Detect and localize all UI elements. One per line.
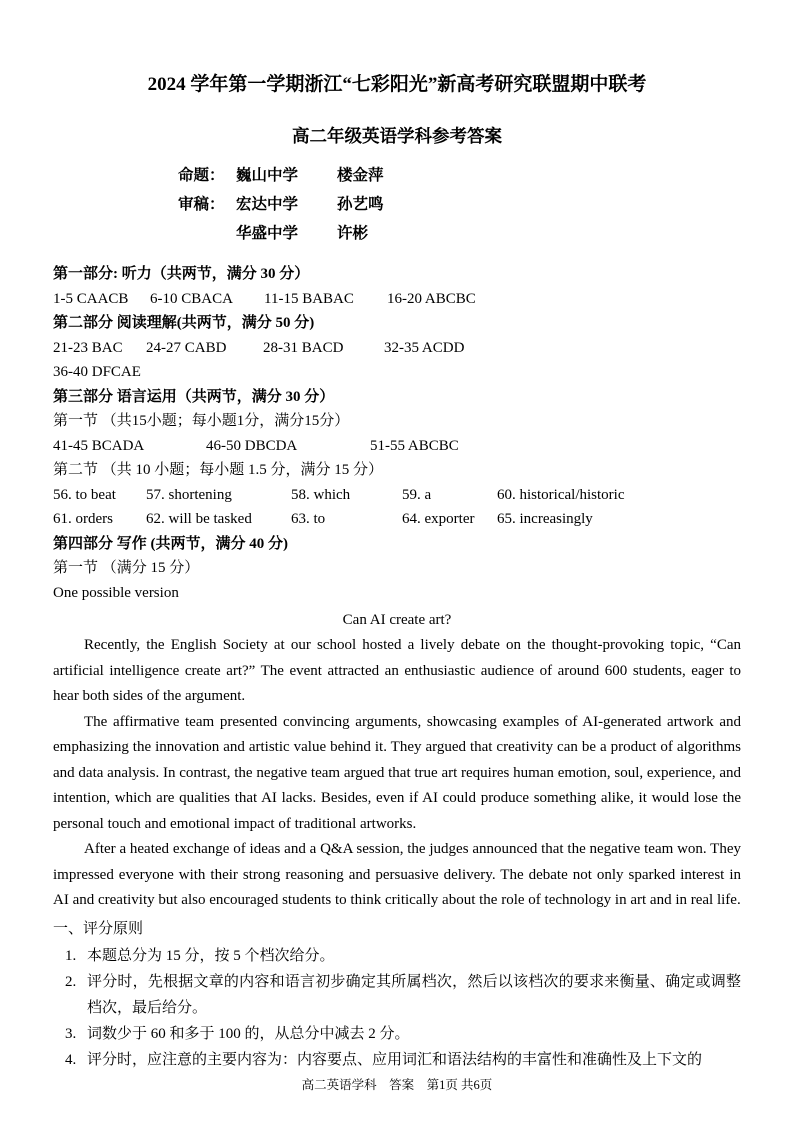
credit-row-reviewer xyxy=(178,190,741,219)
word-answer: 62. will be tasked xyxy=(146,511,252,527)
scoring-heading: 一、评分原则 xyxy=(53,920,144,937)
word-answer: 60. historical/historic xyxy=(497,486,625,503)
answer-group: 41-45 BCADA xyxy=(53,437,145,454)
answer-group: 28-31 BACD xyxy=(263,339,344,356)
answer-group: 16-20 ABCBC xyxy=(387,290,476,307)
credit-row-reviewer-2 xyxy=(178,219,741,248)
word-answer: 58. which xyxy=(291,486,351,503)
document-title: 2024 学年第一学期浙江“七彩阳光”新高考研究联盟期中联考 xyxy=(147,74,647,95)
answer-group: 21-23 BAC xyxy=(53,339,123,356)
credit-school: 巍山中学 xyxy=(236,167,299,184)
scoring-item-text: 本题总分为 15 分，按 5 个档次给分。 xyxy=(87,947,335,964)
part3-heading: 第三部分 语言运用（共两节，满分 30 分） xyxy=(53,388,335,405)
credit-label xyxy=(178,219,236,248)
scoring-item-text: 评分时，应注意的主要内容为：内容要点、应用词汇和语法结构的丰富性和准确性及上下文的 xyxy=(87,1051,703,1068)
page-footer: 高二英语学科 答案 第1页 共6页 xyxy=(301,1078,493,1092)
answer-group: 36-40 DFCAE xyxy=(53,364,141,380)
document-subtitle: 高二年级英语学科参考答案 xyxy=(292,126,502,146)
credit-person: 许彬 xyxy=(337,225,369,242)
scoring-item-number: 4. xyxy=(65,1051,77,1068)
answer-group: 46-50 DBCDA xyxy=(206,437,298,454)
answer-group: 1-5 CAACB xyxy=(53,290,129,307)
credit-row-proposer xyxy=(178,161,741,190)
part4-heading: 第四部分 写作 (共两节，满分 40 分) xyxy=(53,535,288,552)
scoring-item-number: 1. xyxy=(65,947,77,964)
reading-answers-row-2 xyxy=(53,360,741,385)
word-answer: 59. a xyxy=(402,486,432,503)
credit-person: 孙艺鸣 xyxy=(337,196,384,213)
answer-group: 11-15 BABAC xyxy=(264,290,354,307)
grammar-answers-row-2 xyxy=(53,507,741,532)
scoring-item xyxy=(65,969,741,1021)
scoring-item-number: 2. xyxy=(65,973,77,990)
word-answer: 65. increasingly xyxy=(497,511,593,527)
word-answer: 64. exporter xyxy=(402,511,475,527)
answer-group: 32-35 ACDD xyxy=(384,339,465,356)
credit-label: 命题： xyxy=(178,167,225,184)
version-note: One possible version xyxy=(53,584,179,601)
credit-school: 宏达中学 xyxy=(236,196,299,213)
essay-paragraph: After a heated exchange of ideas and a Q&A session, the judges announced that the negative team won. They impressed everyone with their strong reasoning and persuasive delivery. The debate not only sparked interest in AI and creativity but also encouraged students to think critically about the role of technology in art and in real life. xyxy=(53,841,741,908)
essay-title: Can AI create art? xyxy=(342,612,452,628)
scoring-item-text: 词数少于 60 和多于 100 的，从总分中减去 2 分。 xyxy=(87,1025,410,1042)
scoring-item xyxy=(65,1047,741,1073)
credit-label: 审稿： xyxy=(178,196,225,213)
scoring-item-number: 3. xyxy=(65,1025,77,1042)
part3-section1-label: 第一节 （共15小题；每小题1分，满分15分） xyxy=(53,413,350,429)
essay-paragraph: The affirmative team presented convincing arguments, showcasing examples of AI-generated artwork and emphasizing the innovation and artistic value behind it. They argued that creativity can be a product of algorithms and data analysis. In contrast, the negative team argued that true art requires human emotion, soul, experience, and intention, which are qualities that AI lacks. Besides, even if AI could produce something alike, it would lose the personal touch and emotional impact of traditional artworks. xyxy=(53,713,741,832)
word-answer: 63. to xyxy=(291,511,326,527)
part1-heading: 第一部分: 听力（共两节，满分 30 分） xyxy=(53,266,310,282)
reading-answers-row-1 xyxy=(53,336,741,361)
part2-heading: 第二部分 阅读理解(共两节，满分 50 分) xyxy=(53,315,315,331)
essay-paragraph: Recently, the English Society at our school hosted a lively debate on the thought-provoking topic, “Can artificial intelligence create art?” The event attracted an enthusiastic audience of around 600 students, eager to hear both sides of the argument. xyxy=(53,637,741,704)
cloze-answers-row xyxy=(53,434,741,459)
word-answer: 56. to beat xyxy=(53,486,116,503)
word-answer: 61. orders xyxy=(53,511,113,527)
answer-group: 24-27 CABD xyxy=(146,339,227,356)
credits-block xyxy=(178,161,741,248)
scoring-item-text: 评分时，先根据文章的内容和语言初步确定其所属档次，然后以该档次的要求来衡量、确定或调整档次，最后给分。 xyxy=(87,973,741,1016)
scoring-item xyxy=(65,1021,741,1047)
answer-group: 6-10 CBACA xyxy=(150,290,233,307)
part3-section2-label: 第二节 （共 10 小题；每小题 1.5 分，满分 15 分） xyxy=(53,462,384,478)
credit-person: 楼金萍 xyxy=(337,167,384,184)
listening-answers-row xyxy=(53,287,741,312)
scoring-item xyxy=(65,943,741,969)
part4-section1-label: 第一节 （满分 15 分） xyxy=(53,560,200,576)
word-answer: 57. shortening xyxy=(146,486,232,503)
grammar-answers-row-1 xyxy=(53,483,741,508)
credit-school: 华盛中学 xyxy=(236,225,299,242)
answer-group: 51-55 ABCBC xyxy=(370,437,459,454)
